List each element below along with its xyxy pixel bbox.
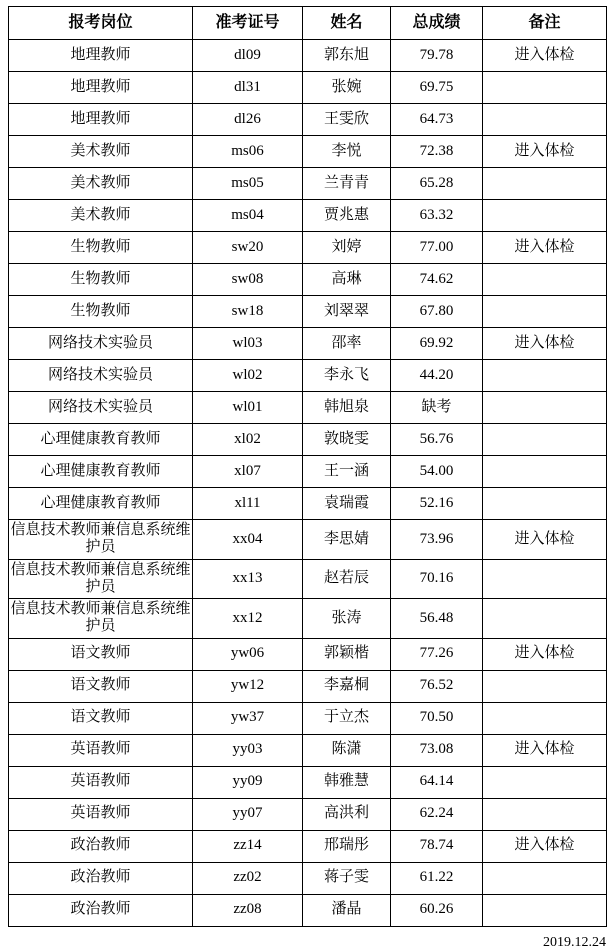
cell-admission-id: dl31 xyxy=(193,72,303,104)
cell-name: 王一涵 xyxy=(303,456,391,488)
cell-post: 网络技术实验员 xyxy=(9,328,193,360)
cell-score: 76.52 xyxy=(391,670,483,702)
cell-post: 心理健康教育教师 xyxy=(9,456,193,488)
table-row xyxy=(9,360,607,392)
cell-note: 进入体检 xyxy=(483,638,607,670)
cell-score: 67.80 xyxy=(391,296,483,328)
cell-note: 进入体检 xyxy=(483,136,607,168)
cell-admission-id: ms06 xyxy=(193,136,303,168)
cell-post: 政治教师 xyxy=(9,862,193,894)
cell-note xyxy=(483,168,607,200)
cell-name: 邵率 xyxy=(303,328,391,360)
cell-name: 郭颖楷 xyxy=(303,638,391,670)
cell-post: 政治教师 xyxy=(9,894,193,926)
cell-post: 英语教师 xyxy=(9,766,193,798)
cell-post: 语文教师 xyxy=(9,702,193,734)
cell-score: 64.73 xyxy=(391,104,483,136)
table-row xyxy=(9,488,607,520)
cell-name: 于立杰 xyxy=(303,702,391,734)
cell-admission-id: dl09 xyxy=(193,40,303,72)
table-row xyxy=(9,734,607,766)
cell-admission-id: sw18 xyxy=(193,296,303,328)
table-row xyxy=(9,392,607,424)
cell-admission-id: xx13 xyxy=(193,559,303,599)
cell-name: 潘晶 xyxy=(303,894,391,926)
cell-post: 信息技术教师兼信息系统维护员 xyxy=(9,520,193,560)
cell-admission-id: zz02 xyxy=(193,862,303,894)
cell-note xyxy=(483,424,607,456)
cell-score: 44.20 xyxy=(391,360,483,392)
cell-note xyxy=(483,894,607,926)
cell-score: 77.00 xyxy=(391,232,483,264)
cell-admission-id: wl02 xyxy=(193,360,303,392)
table-row xyxy=(9,296,607,328)
cell-post: 信息技术教师兼信息系统维护员 xyxy=(9,599,193,639)
cell-name: 郭东旭 xyxy=(303,40,391,72)
cell-post: 地理教师 xyxy=(9,40,193,72)
cell-post: 心理健康教育教师 xyxy=(9,488,193,520)
cell-note xyxy=(483,670,607,702)
cell-post: 地理教师 xyxy=(9,72,193,104)
cell-name: 高琳 xyxy=(303,264,391,296)
table-header xyxy=(9,7,607,40)
cell-admission-id: wl03 xyxy=(193,328,303,360)
cell-score: 61.22 xyxy=(391,862,483,894)
cell-admission-id: yy09 xyxy=(193,766,303,798)
table-row xyxy=(9,72,607,104)
cell-post: 美术教师 xyxy=(9,136,193,168)
table-row xyxy=(9,168,607,200)
cell-name: 蒋子雯 xyxy=(303,862,391,894)
cell-admission-id: ms04 xyxy=(193,200,303,232)
cell-score: 缺考 xyxy=(391,392,483,424)
cell-note: 进入体检 xyxy=(483,232,607,264)
cell-admission-id: xl07 xyxy=(193,456,303,488)
cell-note xyxy=(483,104,607,136)
cell-admission-id: xx12 xyxy=(193,599,303,639)
cell-name: 陈潇 xyxy=(303,734,391,766)
cell-post: 网络技术实验员 xyxy=(9,360,193,392)
cell-post: 生物教师 xyxy=(9,264,193,296)
table-row xyxy=(9,830,607,862)
cell-score: 77.26 xyxy=(391,638,483,670)
cell-note xyxy=(483,599,607,639)
cell-post: 英语教师 xyxy=(9,734,193,766)
cell-admission-id: yw12 xyxy=(193,670,303,702)
cell-admission-id: zz08 xyxy=(193,894,303,926)
cell-score: 73.96 xyxy=(391,520,483,560)
cell-post: 心理健康教育教师 xyxy=(9,424,193,456)
cell-admission-id: xx04 xyxy=(193,520,303,560)
cell-score: 54.00 xyxy=(391,456,483,488)
cell-name: 袁瑞霞 xyxy=(303,488,391,520)
cell-name: 王雯欣 xyxy=(303,104,391,136)
cell-name: 贾兆惠 xyxy=(303,200,391,232)
cell-post: 语文教师 xyxy=(9,638,193,670)
cell-name: 敦晓雯 xyxy=(303,424,391,456)
cell-note: 进入体检 xyxy=(483,40,607,72)
table-body xyxy=(9,40,607,927)
cell-score: 60.26 xyxy=(391,894,483,926)
cell-post: 信息技术教师兼信息系统维护员 xyxy=(9,559,193,599)
cell-score: 72.38 xyxy=(391,136,483,168)
exam-results-table xyxy=(8,6,607,927)
table-row xyxy=(9,424,607,456)
cell-name: 李悦 xyxy=(303,136,391,168)
cell-note xyxy=(483,862,607,894)
cell-note: 进入体检 xyxy=(483,328,607,360)
table-row xyxy=(9,104,607,136)
table-row xyxy=(9,798,607,830)
cell-post: 网络技术实验员 xyxy=(9,392,193,424)
table-row xyxy=(9,520,607,560)
cell-name: 赵若辰 xyxy=(303,559,391,599)
cell-note xyxy=(483,488,607,520)
cell-post: 生物教师 xyxy=(9,296,193,328)
table-row xyxy=(9,894,607,926)
cell-post: 美术教师 xyxy=(9,200,193,232)
table-row xyxy=(9,40,607,72)
table-row xyxy=(9,638,607,670)
cell-name: 李嘉桐 xyxy=(303,670,391,702)
cell-note xyxy=(483,559,607,599)
cell-note xyxy=(483,360,607,392)
cell-score: 64.14 xyxy=(391,766,483,798)
cell-name: 韩雅慧 xyxy=(303,766,391,798)
table-row xyxy=(9,559,607,599)
cell-score: 70.50 xyxy=(391,702,483,734)
column-header-admission-id: 准考证号 xyxy=(193,7,303,40)
cell-score: 56.76 xyxy=(391,424,483,456)
cell-post: 英语教师 xyxy=(9,798,193,830)
cell-post: 政治教师 xyxy=(9,830,193,862)
table-row xyxy=(9,328,607,360)
cell-name: 张婉 xyxy=(303,72,391,104)
cell-note xyxy=(483,264,607,296)
cell-admission-id: ms05 xyxy=(193,168,303,200)
cell-score: 69.92 xyxy=(391,328,483,360)
table-row xyxy=(9,766,607,798)
table-row xyxy=(9,232,607,264)
cell-score: 63.32 xyxy=(391,200,483,232)
cell-name: 刘翠翠 xyxy=(303,296,391,328)
cell-post: 语文教师 xyxy=(9,670,193,702)
table-row xyxy=(9,264,607,296)
cell-post: 美术教师 xyxy=(9,168,193,200)
column-header-score: 总成绩 xyxy=(391,7,483,40)
cell-name: 李永飞 xyxy=(303,360,391,392)
cell-note xyxy=(483,72,607,104)
table-row xyxy=(9,200,607,232)
cell-admission-id: yw37 xyxy=(193,702,303,734)
column-header-post: 报考岗位 xyxy=(9,7,193,40)
cell-admission-id: sw08 xyxy=(193,264,303,296)
cell-name: 刘婷 xyxy=(303,232,391,264)
cell-note: 进入体检 xyxy=(483,830,607,862)
table-row xyxy=(9,456,607,488)
cell-note xyxy=(483,200,607,232)
cell-admission-id: yy03 xyxy=(193,734,303,766)
cell-post: 生物教师 xyxy=(9,232,193,264)
cell-admission-id: wl01 xyxy=(193,392,303,424)
cell-admission-id: xl11 xyxy=(193,488,303,520)
cell-score: 70.16 xyxy=(391,559,483,599)
table-row xyxy=(9,670,607,702)
table-row xyxy=(9,702,607,734)
cell-name: 李思婧 xyxy=(303,520,391,560)
cell-admission-id: xl02 xyxy=(193,424,303,456)
cell-score: 56.48 xyxy=(391,599,483,639)
cell-note xyxy=(483,798,607,830)
cell-score: 79.78 xyxy=(391,40,483,72)
cell-score: 74.62 xyxy=(391,264,483,296)
table-row xyxy=(9,599,607,639)
table-row xyxy=(9,136,607,168)
cell-post: 地理教师 xyxy=(9,104,193,136)
cell-note xyxy=(483,296,607,328)
column-header-name: 姓名 xyxy=(303,7,391,40)
cell-name: 兰青青 xyxy=(303,168,391,200)
cell-score: 62.24 xyxy=(391,798,483,830)
cell-admission-id: sw20 xyxy=(193,232,303,264)
cell-admission-id: zz14 xyxy=(193,830,303,862)
cell-score: 52.16 xyxy=(391,488,483,520)
cell-admission-id: yw06 xyxy=(193,638,303,670)
cell-note xyxy=(483,766,607,798)
cell-name: 高洪利 xyxy=(303,798,391,830)
table-row xyxy=(9,862,607,894)
cell-score: 78.74 xyxy=(391,830,483,862)
cell-note xyxy=(483,456,607,488)
cell-admission-id: dl26 xyxy=(193,104,303,136)
cell-note: 进入体检 xyxy=(483,734,607,766)
column-header-note: 备注 xyxy=(483,7,607,40)
cell-score: 69.75 xyxy=(391,72,483,104)
cell-note xyxy=(483,702,607,734)
cell-note xyxy=(483,392,607,424)
cell-score: 73.08 xyxy=(391,734,483,766)
cell-name: 韩旭泉 xyxy=(303,392,391,424)
document-date: 2019.12.24 xyxy=(543,934,606,950)
cell-score: 65.28 xyxy=(391,168,483,200)
cell-admission-id: yy07 xyxy=(193,798,303,830)
cell-note: 进入体检 xyxy=(483,520,607,560)
cell-name: 邢瑞彤 xyxy=(303,830,391,862)
table-header-row xyxy=(9,7,607,40)
cell-name: 张涛 xyxy=(303,599,391,639)
